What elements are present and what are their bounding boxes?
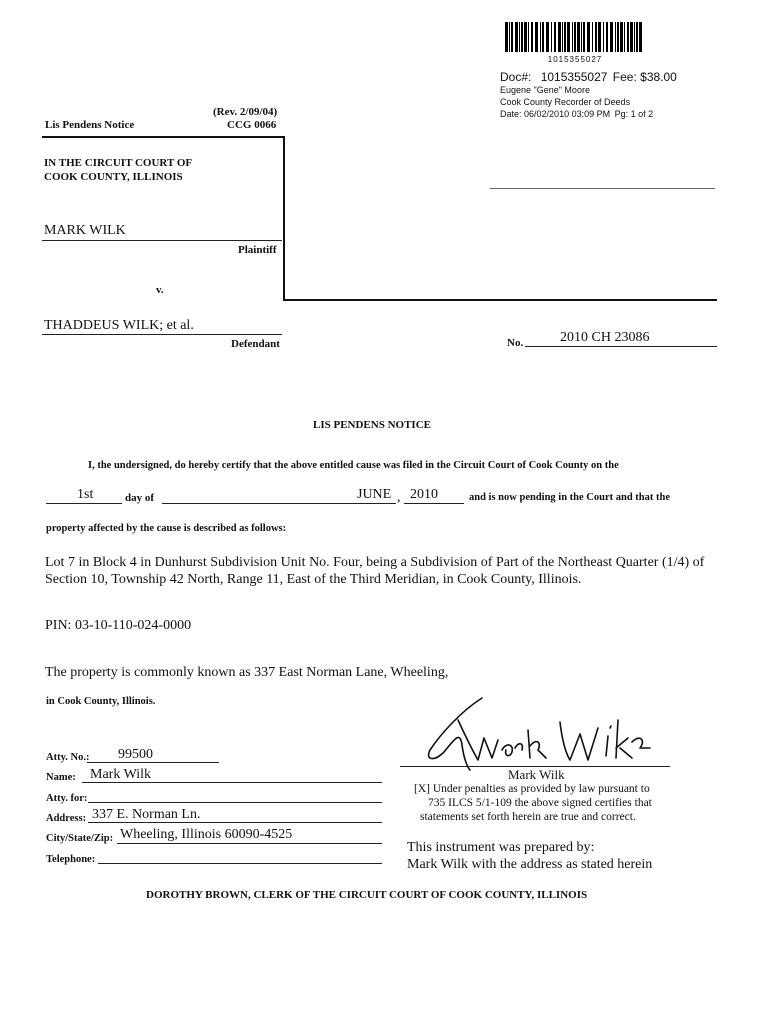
- day-of-label: day of: [125, 492, 155, 504]
- barcode-bar: [624, 22, 625, 52]
- caption-horizontal-rule: [283, 299, 717, 301]
- barcode-bar: [587, 22, 590, 52]
- month-value: JUNE: [357, 487, 392, 502]
- pending-text: and is now pending in the Court and that the: [469, 492, 671, 503]
- barcode-bar: [603, 22, 604, 52]
- page-count: 1 of 2: [630, 109, 654, 119]
- barcode-bar: [558, 22, 561, 52]
- barcode-bar: [515, 22, 518, 52]
- year-comma: ,: [397, 490, 401, 505]
- barcode-bar: [528, 22, 529, 52]
- barcode-bar: [540, 22, 541, 52]
- barcode-bar: [551, 22, 552, 52]
- day-value: 1st: [77, 487, 94, 502]
- city-line: [117, 843, 382, 844]
- common-address: The property is commonly known as 337 East Norman Lane, Wheeling,: [45, 665, 449, 680]
- barcode-bar: [531, 22, 533, 52]
- certification-line-2: 735 ILCS 5/1-109 the above signed certifies that: [428, 797, 652, 809]
- doc-label: Doc#:: [500, 70, 532, 84]
- barcode-bar: [620, 22, 623, 52]
- barcode-bar: [595, 22, 597, 52]
- signer-printed-name: Mark Wilk: [508, 767, 565, 782]
- defendant-label: Defendant: [231, 338, 280, 350]
- atty-for-label: Atty. for:: [46, 793, 88, 804]
- telephone-label: Telephone:: [46, 854, 96, 865]
- barcode-bars: [505, 22, 645, 52]
- fee-label: Fee:: [612, 70, 637, 84]
- month-line: [162, 503, 396, 504]
- legal-description-line-2: Section 10, Township 42 North, Range 11, East of the Third Meridian, in Cook County, Illinois.: [45, 572, 582, 587]
- barcode-bar: [574, 22, 576, 52]
- barcode-bar: [554, 22, 556, 52]
- certification-line-1: [X] Under penalties as provided by law pursuant to: [414, 783, 650, 795]
- defendant-name: THADDEUS WILK; et al.: [44, 318, 194, 333]
- stamp-rule: [490, 188, 715, 189]
- barcode-bar: [546, 22, 549, 52]
- property-intro: property affected by the cause is described as follows:: [46, 523, 287, 534]
- atty-for-line: [88, 802, 382, 803]
- case-number: 2010 CH 23086: [560, 330, 650, 345]
- case-no-label: No.: [507, 337, 524, 349]
- county-line: in Cook County, Illinois.: [46, 696, 156, 707]
- recorder-name: Eugene "Gene" Moore: [500, 85, 590, 95]
- address-label: Address:: [46, 813, 87, 824]
- pg-label: Pg:: [614, 109, 629, 119]
- court-line-2: COOK COUNTY, ILLINOIS: [44, 171, 183, 183]
- day-line: [46, 503, 122, 504]
- barcode-bar: [505, 22, 508, 52]
- barcode-bar: [511, 22, 513, 52]
- form-rev: (Rev. 2/09/04): [213, 106, 278, 118]
- barcode-bar: [524, 22, 527, 52]
- barcode-bar: [592, 22, 593, 52]
- barcode-bar: [542, 22, 544, 52]
- atty-no-label: Atty. No.:: [46, 752, 90, 763]
- defendant-line: [42, 334, 282, 335]
- barcode-bar: [564, 22, 566, 52]
- recorder-office: Cook County Recorder of Deeds: [500, 97, 631, 107]
- certify-text: I, the undersigned, do hereby certify that the above entitled cause was filed in the Circuit Court of Cook County on the: [88, 460, 619, 471]
- case-no-line: [525, 346, 717, 347]
- barcode-bar: [636, 22, 638, 52]
- barcode-bar: [598, 22, 601, 52]
- notice-heading: LIS PENDENS NOTICE: [313, 419, 431, 431]
- address-value: 337 E. Norman Ln.: [92, 807, 201, 822]
- plaintiff-name: MARK WILK: [44, 223, 126, 238]
- prepared-by-line-2: Mark Wilk with the address as stated herein: [407, 857, 653, 872]
- form-code: CCG 0066: [227, 119, 277, 131]
- barcode-bar: [581, 22, 582, 52]
- name-label: Name:: [46, 772, 76, 783]
- barcode-bar: [630, 22, 633, 52]
- plaintiff-label: Plaintiff: [238, 244, 277, 256]
- date-label: Date:: [500, 109, 522, 119]
- plaintiff-line: [42, 240, 282, 241]
- certification-line-3: statements set forth herein are true and correct.: [420, 811, 636, 823]
- city-label: City/State/Zip:: [46, 833, 114, 844]
- barcode-bar: [627, 22, 629, 52]
- barcode-bar: [639, 22, 642, 52]
- caption-vertical-rule: [283, 136, 285, 301]
- clerk-footer: DOROTHY BROWN, CLERK OF THE CIRCUIT COURT OF COOK COUNTY, ILLINOIS: [146, 889, 588, 901]
- barcode-bar: [617, 22, 619, 52]
- barcode-bar: [610, 22, 613, 52]
- barcode-bar: [535, 22, 538, 52]
- barcode-bar: [583, 22, 585, 52]
- fee-amount: $38.00: [640, 70, 677, 84]
- name-value: Mark Wilk: [90, 767, 152, 782]
- atty-no-line: [87, 762, 219, 763]
- pin-number: PIN: 03-10-110-024-0000: [45, 618, 192, 633]
- prepared-by-line-1: This instrument was prepared by:: [407, 840, 595, 855]
- barcode-bar: [562, 22, 563, 52]
- barcode-bar: [567, 22, 570, 52]
- year-value: 2010: [410, 487, 438, 502]
- barcode-bar: [572, 22, 573, 52]
- legal-description-line-1: Lot 7 in Block 4 in Dunhurst Subdivision Unit No. Four, being a Subdivision of Part of the Northeast Quarter (1/4) of: [45, 555, 705, 570]
- barcode-bar: [519, 22, 520, 52]
- versus-label: v.: [156, 284, 164, 296]
- barcode-bar: [521, 22, 523, 52]
- recording-date: 06/02/2010 03:09 PM: [524, 109, 611, 119]
- form-title: Lis Pendens Notice: [45, 119, 135, 131]
- caption-top-rule: [42, 136, 285, 138]
- barcode-bar: [634, 22, 635, 52]
- atty-no-value: 99500: [118, 747, 153, 762]
- barcode-bar: [509, 22, 510, 52]
- recorder-stamp: [500, 70, 750, 120]
- doc-number: 1015355027: [540, 70, 608, 84]
- barcode: [505, 22, 645, 62]
- barcode-bar: [615, 22, 616, 52]
- year-line: [404, 503, 464, 504]
- barcode-number: 1015355027: [547, 55, 603, 64]
- barcode-bar: [606, 22, 608, 52]
- city-value: Wheeling, Illinois 60090-4525: [120, 827, 293, 842]
- barcode-bar: [577, 22, 580, 52]
- telephone-line: [98, 863, 382, 864]
- court-line-1: IN THE CIRCUIT COURT OF: [44, 157, 193, 169]
